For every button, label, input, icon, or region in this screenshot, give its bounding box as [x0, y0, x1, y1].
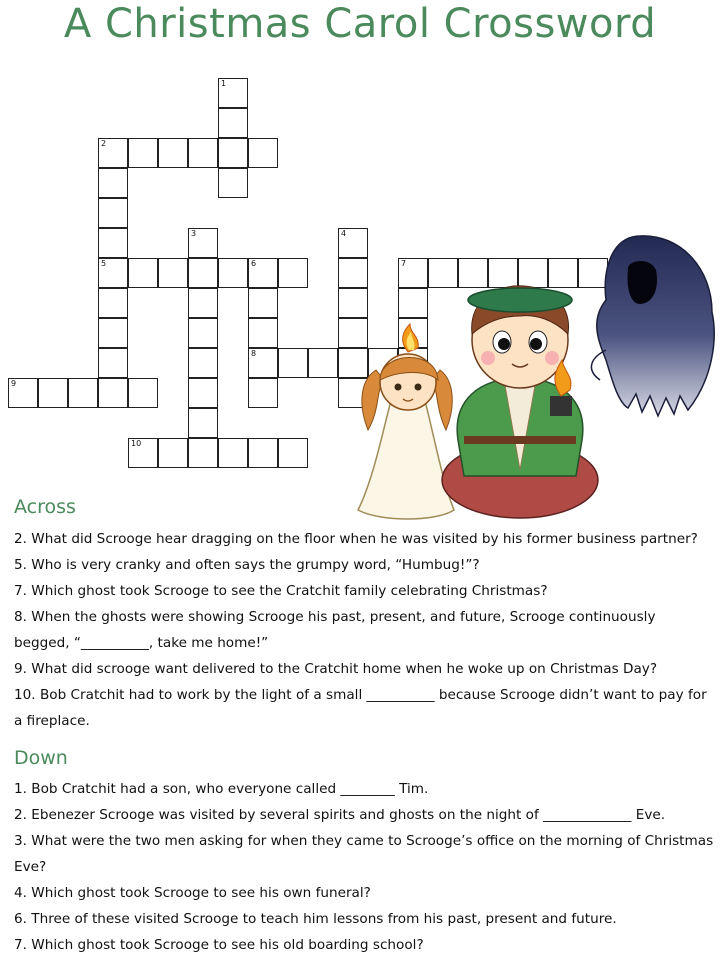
grid-cell[interactable] — [8, 378, 38, 408]
grid-cell[interactable] — [188, 438, 218, 468]
clue-number: 8 — [251, 349, 257, 358]
grid-cell[interactable] — [278, 258, 308, 288]
grid-cell[interactable] — [218, 258, 248, 288]
clue-number: 3 — [191, 229, 197, 238]
grid-cell[interactable] — [278, 348, 308, 378]
grid-cell[interactable] — [38, 378, 68, 408]
grid-cell[interactable] — [188, 288, 218, 318]
down-heading: Down — [14, 747, 68, 769]
grid-cell[interactable] — [248, 438, 278, 468]
grid-cell[interactable] — [248, 348, 278, 378]
grid-cell[interactable] — [218, 108, 248, 138]
grid-cell[interactable] — [158, 258, 188, 288]
grid-cell[interactable] — [128, 138, 158, 168]
across-heading: Across — [14, 496, 76, 518]
illustration — [340, 230, 720, 530]
grid-cell[interactable] — [248, 378, 278, 408]
grid-cell[interactable] — [308, 348, 338, 378]
down-clue: 6. Three of these visited Scrooge to teach him lessons from his past, present and future. — [14, 911, 617, 927]
grid-cell[interactable] — [248, 138, 278, 168]
grid-cell[interactable] — [98, 228, 128, 258]
grid-cell[interactable] — [98, 198, 128, 228]
grid-cell[interactable] — [128, 378, 158, 408]
clue-number: 6 — [251, 259, 257, 268]
across-clue-list — [14, 526, 714, 734]
down-clue: 2. Ebenezer Scrooge was visited by several spirits and ghosts on the night of _____________ Eve. — [14, 807, 666, 823]
grid-cell[interactable] — [188, 258, 218, 288]
grid-cell[interactable] — [158, 138, 188, 168]
across-clue: 9. What did scrooge want delivered to the Cratchit home when he woke up on Christmas Day? — [14, 661, 658, 677]
grid-cell[interactable] — [218, 438, 248, 468]
grid-cell[interactable] — [98, 318, 128, 348]
tiny-tim-icon — [442, 286, 598, 518]
grid-cell[interactable] — [128, 438, 158, 468]
clue-number: 10 — [131, 439, 142, 448]
grid-cell[interactable] — [278, 438, 308, 468]
grid-cell[interactable] — [218, 78, 248, 108]
down-clue: 4. Which ghost took Scrooge to see his own funeral? — [14, 885, 371, 901]
grid-cell[interactable] — [188, 228, 218, 258]
grid-cell[interactable] — [188, 408, 218, 438]
grid-cell[interactable] — [98, 378, 128, 408]
grid-cell[interactable] — [98, 168, 128, 198]
grid-cell[interactable] — [248, 258, 278, 288]
across-clue: 7. Which ghost took Scrooge to see the Cratchit family celebrating Christmas? — [14, 583, 548, 599]
across-clue: 5. Who is very cranky and often says the grumpy word, “Humbug!”? — [14, 557, 480, 573]
hooded-ghost-icon — [591, 236, 714, 416]
clue-number: 7 — [401, 259, 407, 268]
down-clue: 1. Bob Cratchit had a son, who everyone called ________ Tim. — [14, 781, 429, 797]
grid-cell[interactable] — [98, 348, 128, 378]
grid-cell[interactable] — [218, 138, 248, 168]
clue-number: 1 — [221, 79, 227, 88]
across-clue: 10. Bob Cratchit had to work by the light of a small __________ because Scrooge didn’t want to pay for a fireplace. — [14, 687, 707, 729]
grid-cell[interactable] — [68, 378, 98, 408]
grid-cell[interactable] — [98, 138, 128, 168]
grid-cell[interactable] — [248, 288, 278, 318]
grid-cell[interactable] — [98, 258, 128, 288]
grid-cell[interactable] — [218, 168, 248, 198]
clue-number: 4 — [341, 229, 347, 238]
down-clue: 7. Which ghost took Scrooge to see his old boarding school? — [14, 937, 424, 953]
spirit-girl-icon — [358, 324, 454, 519]
down-clue-list — [14, 776, 714, 958]
grid-cell[interactable] — [128, 258, 158, 288]
grid-cell[interactable] — [158, 438, 188, 468]
grid-cell[interactable] — [98, 288, 128, 318]
grid-cell[interactable] — [188, 318, 218, 348]
grid-cell[interactable] — [188, 138, 218, 168]
across-clue: 8. When the ghosts were showing Scrooge his past, present, and future, Scrooge continuously begged, “__________, take me home!” — [14, 609, 656, 651]
clue-number: 9 — [11, 379, 17, 388]
grid-cell[interactable] — [188, 348, 218, 378]
clue-number: 5 — [101, 259, 107, 268]
clue-number: 2 — [101, 139, 107, 148]
grid-cell[interactable] — [188, 378, 218, 408]
across-clue: 2. What did Scrooge hear dragging on the floor when he was visited by his former business partner? — [14, 531, 698, 547]
grid-cell[interactable] — [248, 318, 278, 348]
page-title: A Christmas Carol Crossword — [63, 1, 657, 47]
down-clue: 3. What were the two men asking for when they came to Scrooge’s office on the morning of Christmas Eve? — [14, 833, 714, 875]
